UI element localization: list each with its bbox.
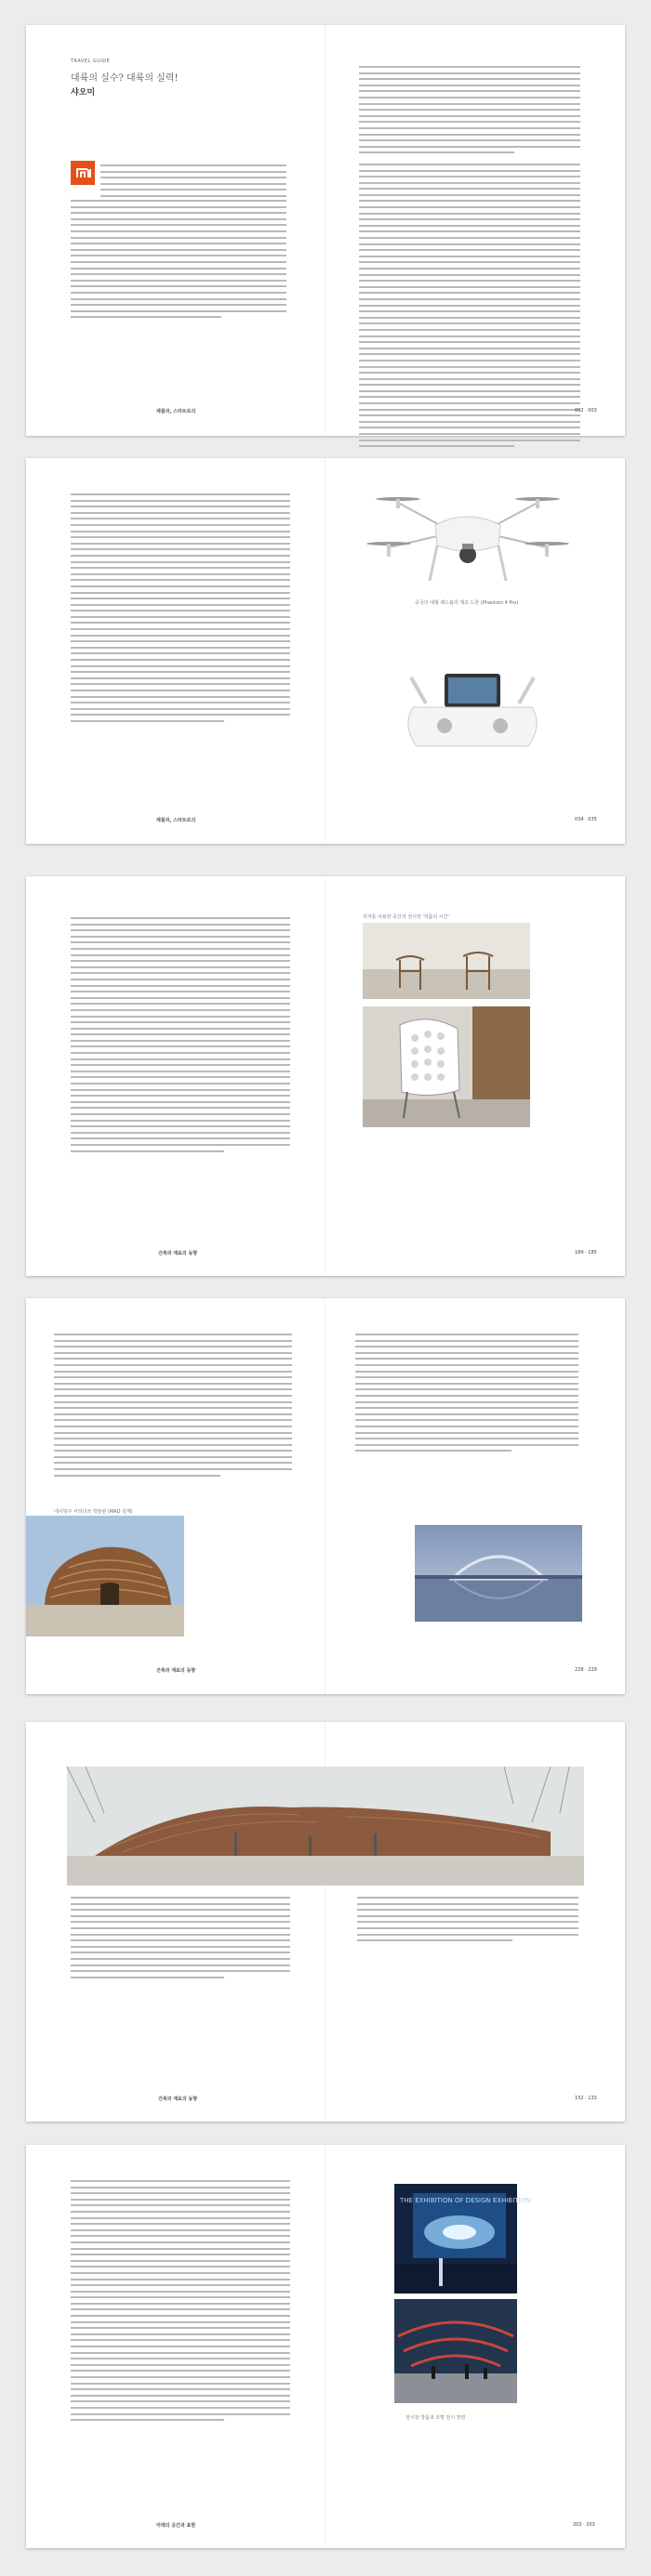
left-page: [26, 876, 326, 1276]
body-text: [54, 1334, 292, 1480]
right-page: [326, 1298, 625, 1694]
exhibition-light-photo: [394, 2184, 531, 2293]
photo-caption: 의자를 사용한 공간의 전시장 '작품의 시간': [363, 914, 449, 920]
body-text: [71, 2180, 290, 2425]
right-page: [326, 876, 625, 1276]
running-footer: 건축과 재료의 동향: [158, 2096, 198, 2102]
right-page: [326, 1722, 625, 2122]
left-page: [26, 25, 326, 436]
page-numbers: 202 · 203: [573, 2522, 595, 2528]
page-numbers: 228 · 229: [575, 1667, 597, 1673]
chapter-header: [71, 59, 294, 98]
lake-hotel-photo: [415, 1525, 582, 1622]
page-numbers: 002 · 003: [575, 408, 597, 414]
spread-1: [26, 25, 625, 436]
running-footer: 미래의 공간과 표현: [156, 2523, 196, 2529]
body-text-intro: [100, 164, 286, 202]
remote-controller-photo: [379, 670, 565, 763]
running-footer: 건축과 재료의 동향: [158, 1251, 198, 1256]
body-text: [71, 1897, 290, 1982]
spread-3: [26, 876, 625, 1276]
gallery-chairs-photo: [363, 923, 530, 999]
xiaomi-logo-icon: [71, 161, 95, 185]
running-footer: 건축과 재료의 동향: [156, 1668, 196, 1674]
body-text: [71, 493, 290, 727]
body-text: [355, 1334, 578, 1456]
left-page: [26, 1298, 326, 1694]
left-page: [26, 1722, 326, 2122]
spread-5: [26, 1722, 625, 2122]
body-text: [357, 1897, 578, 1946]
spread-4: [26, 1298, 625, 1694]
chapter-kicker: TRAVEL GUIDE: [71, 59, 111, 64]
page-numbers: 132 · 133: [575, 2096, 597, 2101]
drone-photo: [370, 471, 565, 592]
right-page: [326, 458, 625, 844]
left-page: [26, 2145, 326, 2548]
spread-2: [26, 458, 625, 844]
exhibition-hall-photo: [394, 2299, 517, 2403]
lattice-chair-photo: [363, 1006, 530, 1127]
poster-lettering: THE EXHIBITION OF DESIGN EXHIBITION: [400, 2197, 531, 2204]
chapter-subtitle: 샤오미: [71, 88, 96, 98]
right-page: [326, 2145, 625, 2548]
left-page: [26, 458, 326, 844]
spread-6: [26, 2145, 625, 2548]
page-numbers: 034 · 035: [575, 817, 597, 822]
right-page: [326, 25, 625, 436]
photo-caption: 중국의 대형 레드블의 제조 드론 (Phantom 4 Pro): [415, 600, 519, 606]
running-footer: 제품과, 스타트로의: [156, 818, 196, 823]
body-text: [359, 66, 580, 452]
photo-caption: 전시장 작품과 조명 전시 장면: [405, 2415, 466, 2421]
chapter-title: 대륙의 실수? 대륙의 실력!: [71, 73, 179, 84]
body-text: [71, 200, 286, 322]
museum-photo: [26, 1516, 184, 1636]
photo-caption: 네이멍구 어러더쓰 박물관 (MAD 설계): [54, 1509, 133, 1515]
body-text: [71, 917, 290, 1156]
page-numbers: 184 · 185: [575, 1250, 597, 1255]
running-footer: 제품과, 스타트로의: [156, 409, 196, 414]
